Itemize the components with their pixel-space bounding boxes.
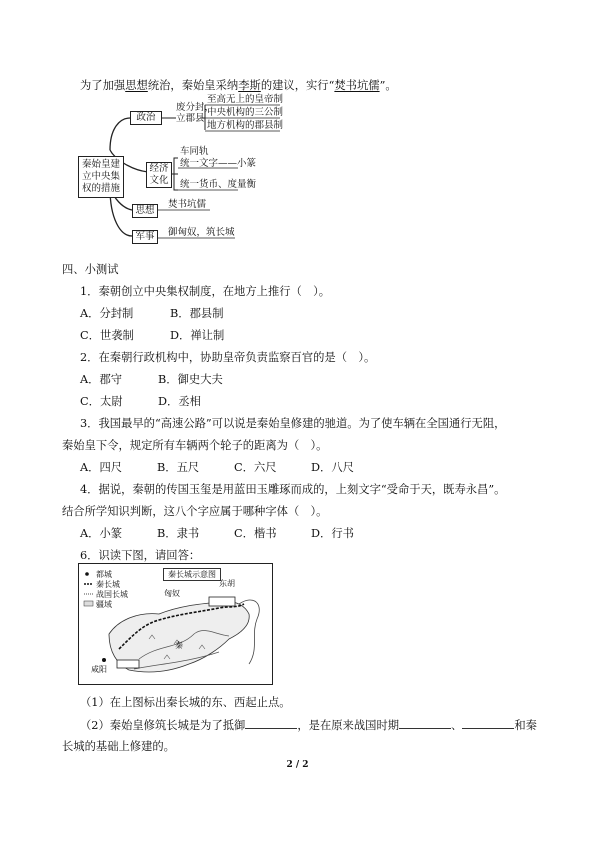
page-number: 2 / 2 — [286, 760, 309, 770]
q6-stem: 6．识读下图，请回答： — [80, 549, 201, 562]
mindmap-root-line: 立中央集 — [81, 171, 120, 182]
q2-options-row1 — [80, 372, 223, 387]
answer-blank[interactable] — [399, 717, 451, 729]
map-legend-item: 战国长城 — [96, 590, 128, 599]
q6-sub2-text: （2）秦始皇修筑长城是为了抵御 — [80, 719, 246, 732]
q4-stem-line2: 结合所学知识判断，这八个字应属于哪种字体（ ）。 — [62, 505, 328, 518]
q3-option-c: C．六尺 — [234, 461, 277, 474]
q4-option-d: D．行书 — [311, 527, 354, 540]
intro-line — [80, 78, 397, 93]
q2-option-c: C．太尉 — [80, 395, 123, 408]
mindmap-economy-item: 统一货币、度量衡 — [180, 179, 257, 190]
q6-sub2-line2: 长城的基础上修建的。 — [62, 740, 175, 753]
section-title: 四、小测试 — [62, 263, 119, 276]
map-legend-item: 秦长城 — [96, 580, 120, 589]
q2-options-row2 — [80, 394, 201, 409]
q4-option-a: A．小篆 — [80, 527, 123, 540]
q6-sub1: （1）在上图标出秦长城的东、西起止点。 — [80, 696, 291, 709]
q6-sub2-text: 和秦 — [514, 719, 537, 732]
q3-option-a: A．四尺 — [80, 461, 123, 474]
q6-sub2-text: 、 — [451, 719, 463, 732]
mindmap-politics-item: 至高无上的皇帝制 — [207, 94, 284, 105]
mindmap-politics: 政治 — [130, 111, 162, 125]
q2-stem: 2．在秦朝行政机构中，协助皇帝负责监察百官的是（ ）。 — [80, 351, 376, 364]
q3-stem-line1: 3．我国最早的“高速公路”可以说是秦始皇修建的驰道。为了使车辆在全国通行无阻， — [80, 417, 506, 430]
mindmap-military-item: 御匈奴，筑长城 — [168, 227, 235, 238]
map-legend-item: 都城 — [96, 570, 112, 579]
intro-underlined-term: 思想 — [125, 79, 148, 92]
mindmap-thought-item: 焚书坑儒 — [168, 199, 207, 210]
q1-option-b: B．郡县制 — [170, 307, 224, 320]
map-label: 秦 — [175, 641, 183, 650]
q4-options — [80, 526, 354, 541]
q3-option-d: D．八尺 — [311, 461, 354, 474]
intro-underlined-term: 李斯 — [238, 79, 261, 92]
answer-blank[interactable] — [245, 717, 297, 729]
mindmap-politics-item: 地方机构的郡县制 — [207, 120, 284, 131]
q3-stem-line2: 秦始皇下令，规定所有车辆两个轮子的距离为（ ）。 — [62, 439, 328, 452]
map-label: 匈奴 — [164, 589, 180, 598]
intro-underlined-term: 焚书坑儒 — [334, 79, 380, 92]
q4-option-b: B．隶书 — [157, 527, 200, 540]
mindmap-economy-item: 统一文字——小篆 — [180, 158, 257, 169]
q1-stem: 1．秦朝创立中央集权制度，在地方上推行（ ）。 — [80, 285, 331, 298]
map-legend-item: 疆域 — [96, 600, 112, 609]
intro-text: 统治，秦始皇采纳 — [147, 79, 239, 92]
q1-option-c: C．世袭制 — [80, 329, 134, 342]
mindmap-root-line: 权的措施 — [81, 183, 120, 194]
map-label: 东胡 — [219, 579, 235, 588]
mindmap-root — [78, 156, 124, 198]
mindmap-politics-sub-line: 废分封， — [176, 102, 215, 113]
mindmap — [70, 94, 310, 258]
q2-option-d: D．丞相 — [158, 395, 201, 408]
mindmap-economy — [146, 162, 172, 188]
q6-sub2-text: ，是在原来战国时期 — [297, 719, 400, 732]
q1-option-d: D．禅让制 — [170, 329, 225, 342]
mindmap-economy-label: 文化 — [149, 175, 169, 186]
answer-blank[interactable] — [462, 717, 514, 729]
q1-options-row2 — [80, 328, 224, 343]
intro-text: 为了加强 — [80, 79, 126, 92]
mindmap-root-line: 秦始皇建 — [81, 159, 120, 170]
mindmap-politics-sub-line: 立郡县 — [176, 113, 205, 124]
intro-text: ”。 — [379, 79, 397, 92]
map-city-label: 咸阳 — [91, 665, 107, 674]
great-wall-map — [78, 563, 273, 685]
q3-options — [80, 460, 354, 475]
q3-option-b: B．五尺 — [157, 461, 200, 474]
mindmap-military: 军事 — [132, 230, 158, 244]
q4-option-c: C．楷书 — [234, 527, 277, 540]
map-title: 秦长城示意图 — [163, 568, 221, 581]
mindmap-economy-item: 车同轨 — [180, 146, 209, 157]
q2-option-a: A．郡守 — [80, 373, 123, 386]
q6-sub2-line1 — [80, 717, 537, 733]
mindmap-economy-label: 经济 — [149, 163, 169, 174]
intro-text: 的建议，实行“ — [260, 79, 335, 92]
mindmap-politics-item: 中央机构的三公制 — [207, 107, 284, 118]
q1-options-row1 — [80, 306, 224, 321]
q4-stem-line1: 4．据说，秦朝的传国玉玺是用蓝田玉雕琢而成的，上刻文字“受命于天，既寿永昌”。 — [80, 483, 506, 496]
mindmap-thought: 思想 — [132, 204, 158, 218]
q2-option-b: B．御史大夫 — [158, 373, 223, 386]
q1-option-a: A．分封制 — [80, 307, 134, 320]
